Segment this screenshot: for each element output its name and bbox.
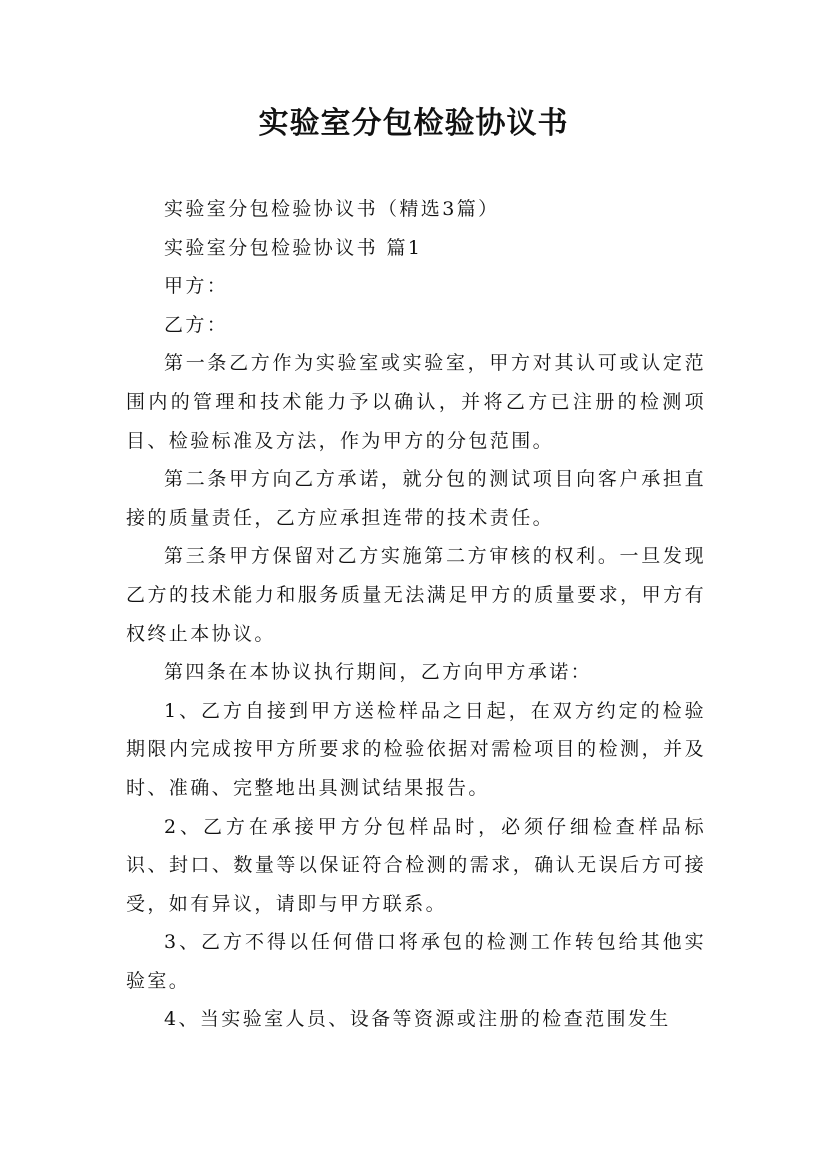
paragraph-party-a: 甲方： (164, 275, 229, 298)
paragraph-item-3: 3、乙方不得以任何借口将承包的检测工作转包给其他实验室。 (126, 931, 706, 992)
paragraph-article-3: 第三条甲方保留对乙方实施第二方审核的权利。一旦发现乙方的技术能力和服务质量无法满足甲方的质量要求，甲方有权终止本协议。 (126, 545, 706, 645)
paragraph-article-1: 第一条乙方作为实验室或实验室，甲方对其认可或认定范围内的管理和技术能力予以确认，并将乙方已注册的检测项目、检验标准及方法，作为甲方的分包范围。 (126, 352, 706, 452)
paragraph-article-2: 第二条甲方向乙方承诺，就分包的测试项目向客户承担直接的质量责任，乙方应承担连带的技术责任。 (126, 468, 706, 529)
paragraph-party-b: 乙方： (164, 313, 229, 336)
paragraph-item-2: 2、乙方在承接甲方分包样品时，必须仔细检查样品标识、封口、数量等以保证符合检测的需求，确认无误后方可接受，如有异议，请即与甲方联系。 (126, 815, 706, 915)
paragraph-section-heading: 实验室分包检验协议书 篇1 (164, 236, 423, 259)
paragraph-item-1: 1、乙方自接到甲方送检样品之日起，在双方约定的检验期限内完成按甲方所要求的检验依据对需检项目的检测，并及时、准确、完整地出具测试结果报告。 (126, 699, 706, 799)
document-body (126, 190, 706, 1039)
paragraph-subtitle: 实验室分包检验协议书（精选3篇） (164, 198, 500, 220)
paragraph-item-4: 4、当实验室人员、设备等资源或注册的检查范围发生 (164, 1008, 671, 1031)
document-title: 实验室分包检验协议书 (258, 106, 569, 141)
paragraph-article-4: 第四条在本协议执行期间，乙方向甲方承诺： (164, 661, 593, 684)
